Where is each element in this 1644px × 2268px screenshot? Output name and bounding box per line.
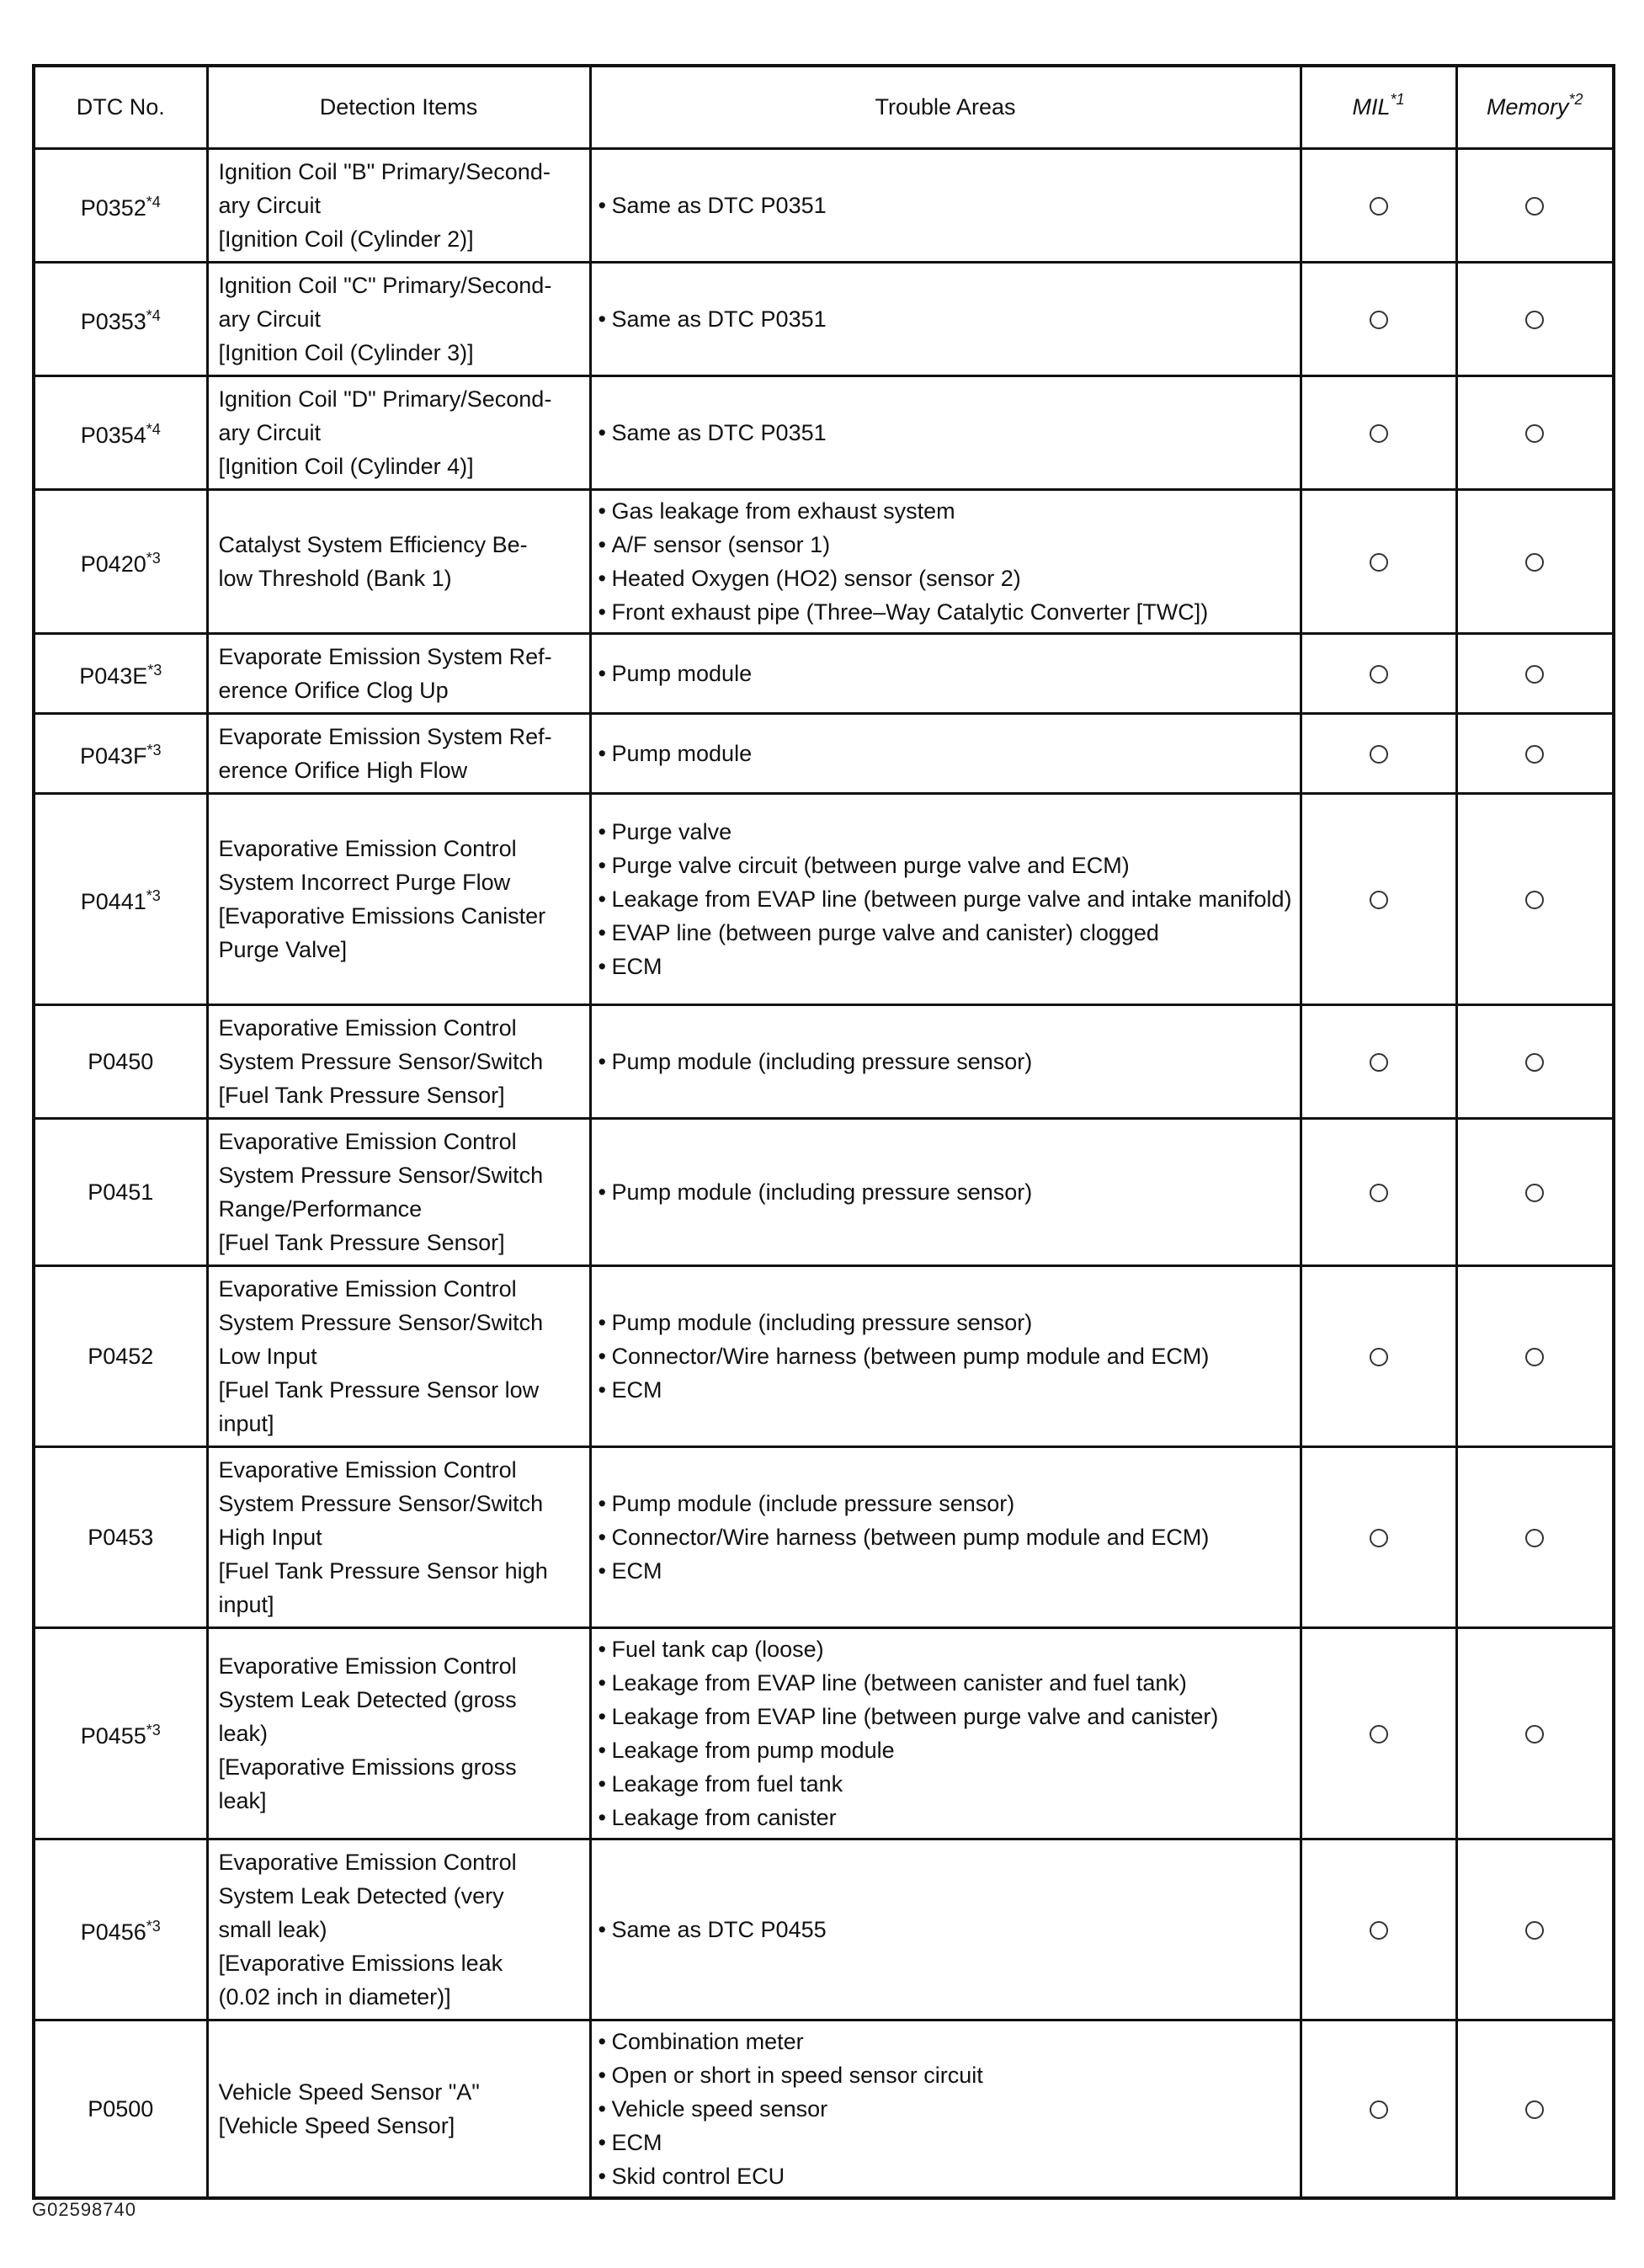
detection-item-line: [Ignition Coil (Cylinder 2)] xyxy=(218,226,474,252)
mil-circle-icon xyxy=(1370,891,1388,909)
detection-item-line: ary Circuit xyxy=(218,306,322,332)
detection-item-line: Evaporative Emission Control xyxy=(218,1849,517,1875)
dtc-code-cell xyxy=(34,2020,207,2198)
memory-cell xyxy=(1456,1118,1614,1265)
header-mil: MIL$^{*1}$ xyxy=(1301,66,1456,148)
trouble-area-list xyxy=(599,815,1293,983)
memory-circle-icon xyxy=(1525,891,1544,909)
trouble-area-list xyxy=(599,302,1293,336)
header-dtc-no: DTC No. xyxy=(34,66,207,148)
trouble-area-item: • Pump module xyxy=(599,737,1293,770)
table-row xyxy=(34,262,1614,375)
dtc-code-cell xyxy=(34,713,207,793)
memory-circle-icon xyxy=(1525,665,1544,684)
memory-cell xyxy=(1456,148,1614,262)
dtc-code-cell xyxy=(34,375,207,489)
detection-item-line: Catalyst System Efficiency Be- xyxy=(218,531,528,557)
detection-item-cell xyxy=(207,1265,590,1446)
dtc-code: P0352 xyxy=(80,195,146,221)
dtc-code-note: *4 xyxy=(146,307,161,324)
detection-item-line: low Threshold (Bank 1) xyxy=(218,565,452,591)
memory-cell xyxy=(1456,1446,1614,1627)
table-row xyxy=(34,633,1614,713)
trouble-area-list xyxy=(599,189,1293,222)
mil-circle-icon xyxy=(1370,553,1388,572)
dtc-code-cell xyxy=(34,1627,207,1839)
detection-item-line: System Pressure Sensor/Switch xyxy=(218,1309,544,1335)
trouble-areas-cell xyxy=(590,1004,1301,1118)
trouble-area-item: • Pump module (include pressure sensor) xyxy=(599,1487,1293,1520)
trouble-area-item: • ECM xyxy=(599,2126,1293,2159)
trouble-area-list xyxy=(599,1045,1293,1078)
mil-cell xyxy=(1301,1446,1456,1627)
mil-cell xyxy=(1301,489,1456,633)
trouble-areas-cell xyxy=(590,1118,1301,1265)
memory-circle-icon xyxy=(1525,1921,1544,1940)
detection-item-line: System Pressure Sensor/Switch xyxy=(218,1048,544,1074)
mil-cell xyxy=(1301,375,1456,489)
trouble-area-list xyxy=(599,416,1293,450)
dtc-table-body xyxy=(34,148,1614,2198)
detection-item-line: Range/Performance xyxy=(218,1195,423,1222)
memory-circle-icon xyxy=(1525,1184,1544,1202)
memory-cell xyxy=(1456,375,1614,489)
memory-circle-icon xyxy=(1525,745,1544,764)
trouble-areas-cell xyxy=(590,1265,1301,1446)
mil-cell xyxy=(1301,633,1456,713)
detection-item-cell xyxy=(207,793,590,1004)
detection-item-line: [Evaporative Emissions leak xyxy=(218,1950,503,1976)
detection-item-line: input] xyxy=(218,1410,274,1436)
detection-item-line: [Fuel Tank Pressure Sensor low xyxy=(218,1376,540,1403)
trouble-area-list xyxy=(599,1175,1293,1209)
mil-cell xyxy=(1301,148,1456,262)
trouble-area-item: • Same as DTC P0351 xyxy=(599,416,1293,450)
detection-item-line: [Ignition Coil (Cylinder 3)] xyxy=(218,339,474,365)
trouble-area-item: • Vehicle speed sensor xyxy=(599,2092,1293,2126)
detection-item-line: ary Circuit xyxy=(218,419,322,445)
trouble-area-item: • Leakage from pump module xyxy=(599,1733,1293,1767)
detection-item-cell xyxy=(207,375,590,489)
header-memory-note: *2 xyxy=(1568,91,1583,109)
dtc-code-note: *4 xyxy=(146,194,161,210)
trouble-area-item: • Skid control ECU xyxy=(599,2159,1293,2193)
memory-cell xyxy=(1456,713,1614,793)
detection-item-line: [Fuel Tank Pressure Sensor] xyxy=(218,1229,505,1255)
header-memory: Memory$^{*2}$ xyxy=(1456,66,1614,148)
dtc-code-note: *3 xyxy=(146,887,161,904)
detection-item-cell xyxy=(207,713,590,793)
dtc-code-cell xyxy=(34,793,207,1004)
mil-cell xyxy=(1301,1839,1456,2020)
trouble-area-item: • Leakage from canister xyxy=(599,1801,1293,1834)
detection-item-line: Evaporative Emission Control xyxy=(218,835,517,861)
detection-item-line: erence Orifice Clog Up xyxy=(218,677,449,703)
dtc-code: P0353 xyxy=(80,309,146,334)
dtc-code: P0453 xyxy=(88,1524,154,1550)
trouble-area-item: • ECM xyxy=(599,1554,1293,1588)
detection-item-line: System Leak Detected (very xyxy=(218,1882,504,1909)
table-row xyxy=(34,375,1614,489)
detection-item-line: System Incorrect Purge Flow xyxy=(218,869,511,895)
dtc-code: P0420 xyxy=(80,551,146,577)
trouble-areas-cell xyxy=(590,262,1301,375)
memory-circle-icon xyxy=(1525,1348,1544,1366)
detection-item-cell xyxy=(207,262,590,375)
memory-circle-icon xyxy=(1525,1725,1544,1744)
trouble-areas-cell xyxy=(590,2020,1301,2198)
detection-item-line: Evaporate Emission System Ref- xyxy=(218,643,552,669)
trouble-area-item: • Leakage from EVAP line (between canister and fuel tank) xyxy=(599,1666,1293,1700)
memory-circle-icon xyxy=(1525,2100,1544,2119)
detection-item-line: Evaporative Emission Control xyxy=(218,1275,517,1302)
dtc-code-cell xyxy=(34,633,207,713)
dtc-code-cell xyxy=(34,262,207,375)
detection-item-line: Ignition Coil "B" Primary/Second- xyxy=(218,158,551,184)
detection-item-cell xyxy=(207,1627,590,1839)
detection-item-cell xyxy=(207,633,590,713)
trouble-area-item: • Leakage from EVAP line (between purge valve and intake manifold) xyxy=(599,882,1293,916)
mil-circle-icon xyxy=(1370,1184,1388,1202)
trouble-area-item: • ECM xyxy=(599,1373,1293,1407)
trouble-area-item: • Fuel tank cap (loose) xyxy=(599,1632,1293,1666)
trouble-area-item: • EVAP line (between purge valve and canister) clogged xyxy=(599,916,1293,950)
trouble-area-list xyxy=(599,1306,1293,1407)
memory-cell xyxy=(1456,1839,1614,2020)
mil-cell xyxy=(1301,793,1456,1004)
mil-circle-icon xyxy=(1370,1529,1388,1547)
dtc-code-cell xyxy=(34,489,207,633)
table-row xyxy=(34,1004,1614,1118)
trouble-area-item: • Same as DTC P0351 xyxy=(599,189,1293,222)
trouble-area-item: • Leakage from fuel tank xyxy=(599,1767,1293,1801)
trouble-area-item: • Open or short in speed sensor circuit xyxy=(599,2058,1293,2092)
trouble-areas-cell xyxy=(590,489,1301,633)
dtc-code-cell xyxy=(34,1446,207,1627)
dtc-code-cell xyxy=(34,1004,207,1118)
memory-cell xyxy=(1456,2020,1614,2198)
memory-cell xyxy=(1456,793,1614,1004)
trouble-area-item: • Pump module xyxy=(599,657,1293,690)
dtc-code-cell xyxy=(34,1265,207,1446)
mil-cell xyxy=(1301,1004,1456,1118)
mil-cell xyxy=(1301,1118,1456,1265)
detection-item-cell xyxy=(207,1004,590,1118)
dtc-table xyxy=(32,64,1615,2200)
detection-item-cell xyxy=(207,1446,590,1627)
header-detection-items: Detection Items xyxy=(207,66,590,148)
detection-item-line: Vehicle Speed Sensor "A" xyxy=(218,2079,480,2105)
header-row xyxy=(34,66,1614,148)
detection-item-line: Evaporative Emission Control xyxy=(218,1014,517,1041)
table-row xyxy=(34,489,1614,633)
dtc-code: P0500 xyxy=(88,2095,154,2122)
dtc-code-note: *4 xyxy=(146,421,161,438)
trouble-area-item: • Same as DTC P0351 xyxy=(599,302,1293,336)
table-row xyxy=(34,793,1614,1004)
detection-item-line: [Ignition Coil (Cylinder 4)] xyxy=(218,453,474,479)
table-row xyxy=(34,148,1614,262)
trouble-area-item: • Gas leakage from exhaust system xyxy=(599,494,1293,528)
dtc-code-cell xyxy=(34,1839,207,2020)
dtc-code-cell xyxy=(34,148,207,262)
detection-item-line: Ignition Coil "D" Primary/Second- xyxy=(218,386,552,412)
detection-item-line: Evaporative Emission Control xyxy=(218,1128,517,1154)
memory-cell xyxy=(1456,1627,1614,1839)
dtc-code-note: *3 xyxy=(146,1722,161,1738)
trouble-area-item: • Connector/Wire harness (between pump module and ECM) xyxy=(599,1339,1293,1373)
memory-cell xyxy=(1456,489,1614,633)
mil-circle-icon xyxy=(1370,1348,1388,1366)
detection-item-line: [Evaporative Emissions Canister xyxy=(218,902,546,929)
trouble-area-item: • Connector/Wire harness (between pump module and ECM) xyxy=(599,1520,1293,1554)
dtc-code: P0450 xyxy=(88,1048,154,1074)
mil-cell xyxy=(1301,1627,1456,1839)
trouble-area-list xyxy=(599,2025,1293,2193)
mil-circle-icon xyxy=(1370,665,1388,684)
memory-cell xyxy=(1456,1004,1614,1118)
memory-cell xyxy=(1456,1265,1614,1446)
trouble-areas-cell xyxy=(590,633,1301,713)
trouble-area-item: • Heated Oxygen (HO2) sensor (sensor 2) xyxy=(599,562,1293,595)
detection-item-line: erence Orifice High Flow xyxy=(218,757,468,783)
detection-item-line: [Vehicle Speed Sensor] xyxy=(218,2112,455,2138)
detection-item-line: Evaporate Emission System Ref- xyxy=(218,723,552,749)
mil-circle-icon xyxy=(1370,197,1388,216)
trouble-area-item: • Same as DTC P0455 xyxy=(599,1913,1293,1946)
memory-circle-icon xyxy=(1525,1053,1544,1072)
detection-item-cell xyxy=(207,1839,590,2020)
mil-circle-icon xyxy=(1370,745,1388,764)
table-row xyxy=(34,2020,1614,2198)
detection-item-line: Ignition Coil "C" Primary/Second- xyxy=(218,272,552,298)
dtc-code: P0456 xyxy=(80,1919,146,1945)
table-row xyxy=(34,713,1614,793)
detection-item-line: System Leak Detected (gross xyxy=(218,1686,517,1712)
memory-cell xyxy=(1456,633,1614,713)
mil-cell xyxy=(1301,2020,1456,2198)
table-row xyxy=(34,1265,1614,1446)
trouble-area-item: • A/F sensor (sensor 1) xyxy=(599,528,1293,562)
trouble-area-list xyxy=(599,1913,1293,1946)
memory-circle-icon xyxy=(1525,424,1544,443)
detection-item-line: System Pressure Sensor/Switch xyxy=(218,1490,544,1516)
memory-cell xyxy=(1456,262,1614,375)
mil-circle-icon xyxy=(1370,1053,1388,1072)
dtc-code-note: *3 xyxy=(146,742,162,759)
mil-circle-icon xyxy=(1370,311,1388,329)
trouble-area-item: • Combination meter xyxy=(599,2025,1293,2058)
trouble-areas-cell xyxy=(590,1839,1301,2020)
trouble-area-item: • Front exhaust pipe (Three–Way Catalytic Converter [TWC]) xyxy=(599,595,1293,629)
trouble-area-item: • Pump module (including pressure sensor) xyxy=(599,1175,1293,1209)
detection-item-cell xyxy=(207,2020,590,2198)
dtc-code-note: *3 xyxy=(147,662,162,679)
dtc-code: P0455 xyxy=(80,1723,146,1749)
memory-circle-icon xyxy=(1525,197,1544,216)
mil-circle-icon xyxy=(1370,1725,1388,1744)
detection-item-line: Evaporative Emission Control xyxy=(218,1653,517,1679)
mil-cell xyxy=(1301,1265,1456,1446)
dtc-code-cell xyxy=(34,1118,207,1265)
trouble-area-list xyxy=(599,1487,1293,1588)
trouble-area-item: • Purge valve xyxy=(599,815,1293,849)
dtc-code: P0354 xyxy=(80,423,146,448)
trouble-area-list xyxy=(599,1632,1293,1834)
table-row xyxy=(34,1839,1614,2020)
dtc-code: P043F xyxy=(79,743,147,769)
detection-item-line: leak] xyxy=(218,1787,267,1813)
memory-circle-icon xyxy=(1525,311,1544,329)
trouble-areas-cell xyxy=(590,793,1301,1004)
dtc-code: P0451 xyxy=(88,1179,154,1205)
detection-item-line: small leak) xyxy=(218,1916,327,1942)
detection-item-line: [Evaporative Emissions gross xyxy=(218,1754,517,1780)
trouble-area-list xyxy=(599,737,1293,770)
mil-circle-icon xyxy=(1370,2100,1388,2119)
detection-item-line: [Fuel Tank Pressure Sensor] xyxy=(218,1082,505,1108)
trouble-area-item: • Leakage from EVAP line (between purge valve and canister) xyxy=(599,1700,1293,1733)
trouble-areas-cell xyxy=(590,1446,1301,1627)
mil-circle-icon xyxy=(1370,424,1388,443)
trouble-area-item: • Pump module (including pressure sensor) xyxy=(599,1045,1293,1078)
header-mil-note: *1 xyxy=(1390,91,1405,109)
detection-item-line: Low Input xyxy=(218,1343,317,1369)
table-row xyxy=(34,1627,1614,1839)
memory-circle-icon xyxy=(1525,1529,1544,1547)
dtc-code-note: *3 xyxy=(146,1918,161,1935)
trouble-area-list xyxy=(599,494,1293,629)
detection-item-cell xyxy=(207,148,590,262)
mil-cell xyxy=(1301,262,1456,375)
trouble-areas-cell xyxy=(590,148,1301,262)
detection-item-line: Purge Valve] xyxy=(218,936,348,962)
trouble-area-item: • Purge valve circuit (between purge valve and ECM) xyxy=(599,849,1293,882)
mil-cell xyxy=(1301,713,1456,793)
header-trouble-areas: Trouble Areas xyxy=(590,66,1301,148)
detection-item-line: input] xyxy=(218,1591,274,1617)
dtc-code: P0441 xyxy=(80,889,146,914)
dtc-code: P0452 xyxy=(88,1343,154,1369)
detection-item-line: System Pressure Sensor/Switch xyxy=(218,1162,544,1188)
trouble-areas-cell xyxy=(590,713,1301,793)
detection-item-line: High Input xyxy=(218,1524,322,1550)
trouble-areas-cell xyxy=(590,1627,1301,1839)
trouble-areas-cell xyxy=(590,375,1301,489)
trouble-area-item: • Pump module (including pressure sensor) xyxy=(599,1306,1293,1339)
table-row xyxy=(34,1446,1614,1627)
trouble-area-list xyxy=(599,657,1293,690)
detection-item-line: Evaporative Emission Control xyxy=(218,1456,517,1483)
trouble-area-item: • ECM xyxy=(599,950,1293,983)
detection-item-line: (0.02 inch in diameter)] xyxy=(218,1983,451,2010)
detection-item-cell xyxy=(207,489,590,633)
figure-id: G02598740 xyxy=(32,2199,136,2220)
memory-circle-icon xyxy=(1525,553,1544,572)
dtc-code: P043E xyxy=(79,663,148,689)
detection-item-line: ary Circuit xyxy=(218,192,322,218)
detection-item-line: leak) xyxy=(218,1720,269,1746)
detection-item-cell xyxy=(207,1118,590,1265)
detection-item-line: [Fuel Tank Pressure Sensor high xyxy=(218,1557,548,1584)
dtc-code-note: *3 xyxy=(146,550,161,567)
table-row xyxy=(34,1118,1614,1265)
mil-circle-icon xyxy=(1370,1921,1388,1940)
